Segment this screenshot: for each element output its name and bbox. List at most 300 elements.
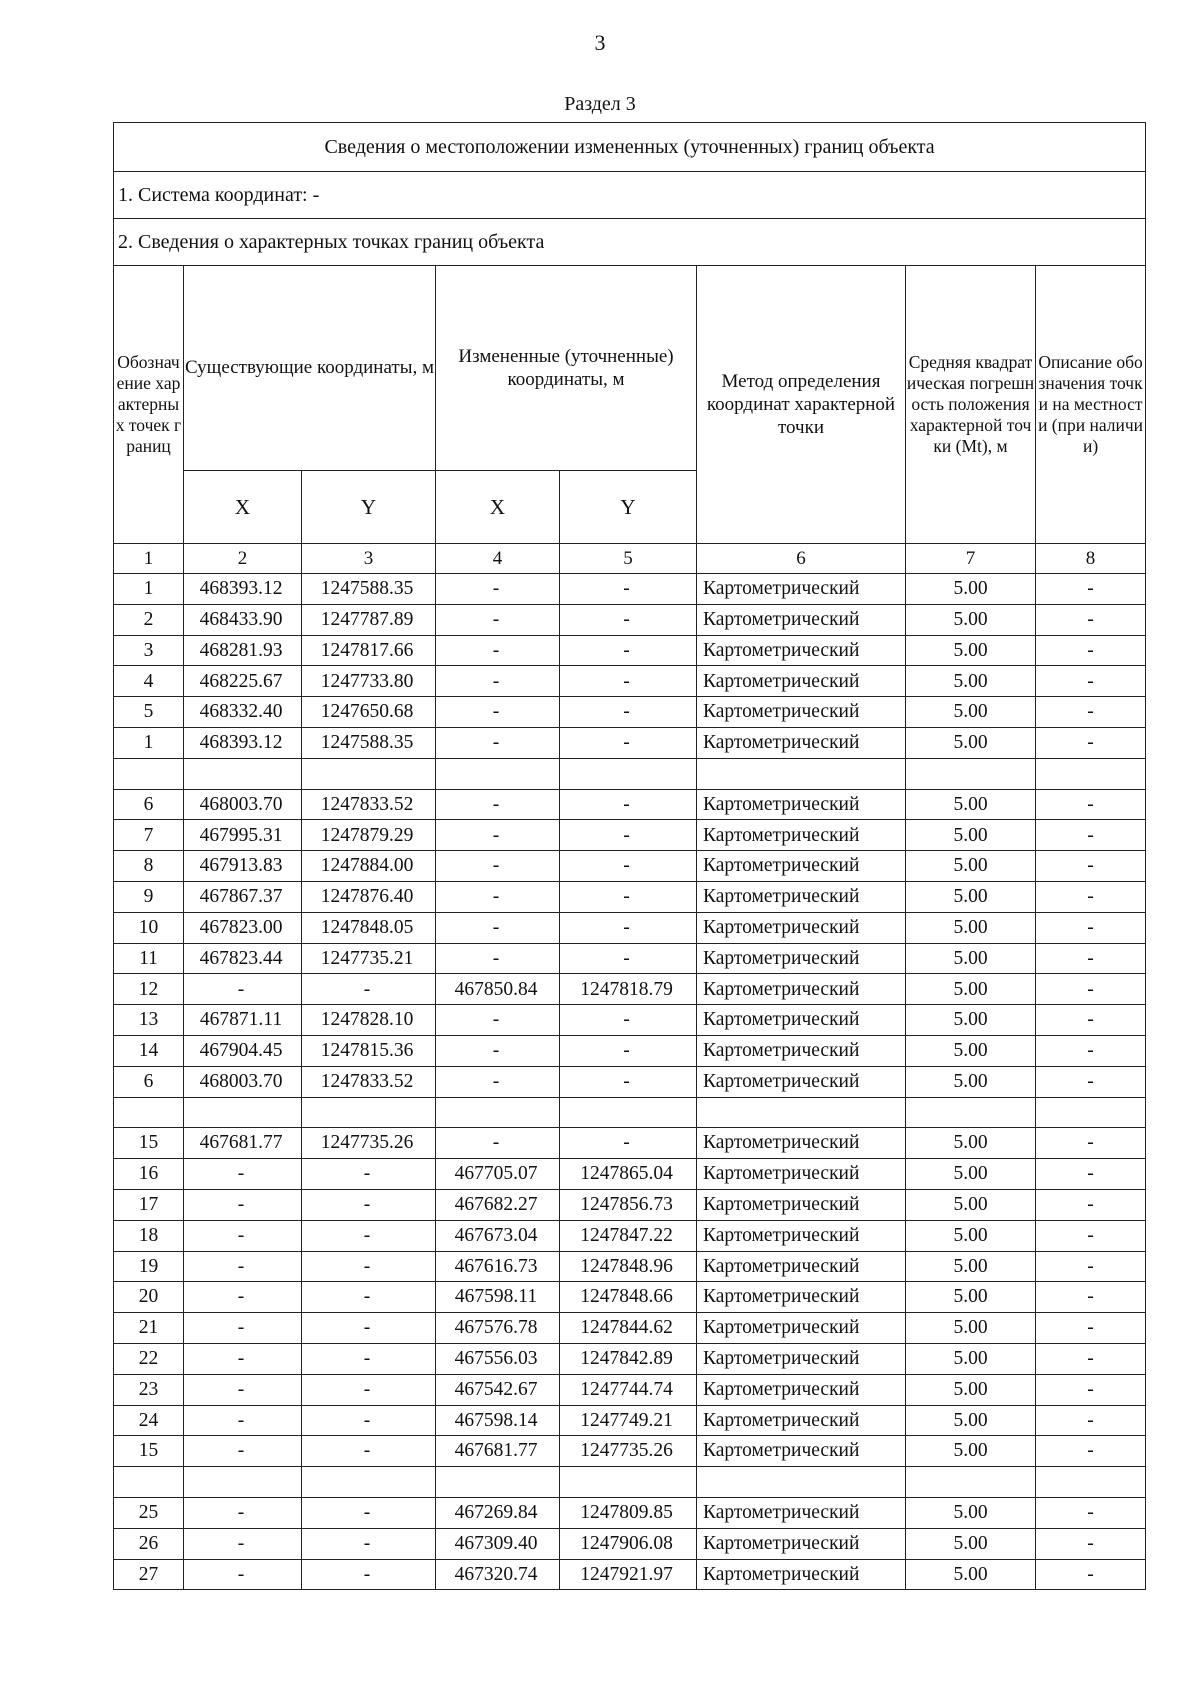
header-existing-x: X	[184, 471, 302, 544]
method-cell	[697, 1097, 906, 1128]
mean-error-cell: 5.00	[906, 727, 1036, 758]
existing-y-cell: -	[302, 1313, 436, 1344]
page-number: 3	[594, 30, 606, 55]
point-number-cell: 17	[114, 1189, 184, 1220]
table-row	[114, 1559, 1146, 1590]
mean-error-cell: 5.00	[906, 1035, 1036, 1066]
description-cell: -	[1036, 1066, 1146, 1097]
method-cell: Картометрический	[697, 666, 906, 697]
point-number-cell: 1	[114, 727, 184, 758]
description-cell: -	[1036, 1282, 1146, 1313]
point-number-cell: 13	[114, 1005, 184, 1036]
description-cell: -	[1036, 1251, 1146, 1282]
table-row	[114, 1220, 1146, 1251]
table-row	[114, 943, 1146, 974]
changed-x-cell	[436, 758, 560, 789]
changed-x-cell: -	[436, 574, 560, 605]
description-cell: -	[1036, 851, 1146, 882]
changed-x-cell: -	[436, 635, 560, 666]
point-number-cell: 21	[114, 1313, 184, 1344]
existing-y-cell: -	[302, 1497, 436, 1528]
changed-x-cell	[436, 1467, 560, 1498]
table-row	[114, 1189, 1146, 1220]
existing-y-cell: 1247787.89	[302, 604, 436, 635]
existing-y-cell: 1247735.26	[302, 1128, 436, 1159]
changed-x-cell: -	[436, 1005, 560, 1036]
method-cell: Картометрический	[697, 727, 906, 758]
separator-row	[114, 758, 1146, 789]
changed-y-cell: -	[560, 604, 697, 635]
existing-y-cell: 1247815.36	[302, 1035, 436, 1066]
table-row	[114, 1066, 1146, 1097]
method-cell: Картометрический	[697, 1220, 906, 1251]
separator-row	[114, 1097, 1146, 1128]
existing-x-cell: -	[184, 974, 302, 1005]
mean-error-cell: 5.00	[906, 1497, 1036, 1528]
existing-x-cell: 467871.11	[184, 1005, 302, 1036]
description-cell	[1036, 1467, 1146, 1498]
points-title: 2. Сведения о характерных точках границ объекта	[114, 219, 1146, 266]
point-number-cell	[114, 758, 184, 789]
point-number-cell: 18	[114, 1220, 184, 1251]
point-number-cell: 24	[114, 1405, 184, 1436]
table-row	[114, 1005, 1146, 1036]
point-number-cell: 26	[114, 1528, 184, 1559]
table-row	[114, 666, 1146, 697]
mean-error-cell: 5.00	[906, 1282, 1036, 1313]
table-row	[114, 1251, 1146, 1282]
method-cell: Картометрический	[697, 974, 906, 1005]
changed-y-cell: -	[560, 727, 697, 758]
existing-x-cell: -	[184, 1251, 302, 1282]
existing-y-cell: -	[302, 1189, 436, 1220]
method-cell: Картометрический	[697, 1189, 906, 1220]
changed-y-cell: 1247906.08	[560, 1528, 697, 1559]
description-cell: -	[1036, 1374, 1146, 1405]
existing-x-cell: 467867.37	[184, 881, 302, 912]
existing-y-cell: 1247876.40	[302, 881, 436, 912]
description-cell: -	[1036, 1497, 1146, 1528]
header-changed-x: X	[436, 471, 560, 544]
header-existing-coords: Существующие координаты, м	[184, 266, 436, 471]
changed-x-cell: 467269.84	[436, 1497, 560, 1528]
changed-x-cell: 467682.27	[436, 1189, 560, 1220]
changed-x-cell: 467542.67	[436, 1374, 560, 1405]
existing-y-cell: -	[302, 1528, 436, 1559]
column-number: 2	[184, 544, 302, 574]
existing-y-cell	[302, 1097, 436, 1128]
point-number-cell: 2	[114, 604, 184, 635]
method-cell: Картометрический	[697, 1282, 906, 1313]
point-number-cell: 27	[114, 1559, 184, 1590]
existing-x-cell: 467823.44	[184, 943, 302, 974]
existing-x-cell: 468393.12	[184, 574, 302, 605]
mean-error-cell: 5.00	[906, 1066, 1036, 1097]
point-number-cell: 20	[114, 1282, 184, 1313]
changed-x-cell: 467598.14	[436, 1405, 560, 1436]
changed-y-cell: 1247809.85	[560, 1497, 697, 1528]
mean-error-cell: 5.00	[906, 574, 1036, 605]
separator-row	[114, 1467, 1146, 1498]
existing-x-cell: -	[184, 1559, 302, 1590]
existing-y-cell: -	[302, 1374, 436, 1405]
existing-x-cell: -	[184, 1343, 302, 1374]
changed-x-cell: -	[436, 1035, 560, 1066]
existing-y-cell: 1247733.80	[302, 666, 436, 697]
description-cell: -	[1036, 666, 1146, 697]
header-mean-error: Средняя квадратическая погрешность положения характерной точки (Mt), м	[906, 266, 1036, 544]
table-row	[114, 1497, 1146, 1528]
point-number-cell: 7	[114, 820, 184, 851]
table-row	[114, 1528, 1146, 1559]
changed-x-cell: -	[436, 666, 560, 697]
table-row	[114, 1128, 1146, 1159]
changed-y-cell: 1247749.21	[560, 1405, 697, 1436]
column-number: 4	[436, 544, 560, 574]
existing-y-cell: 1247588.35	[302, 574, 436, 605]
existing-y-cell: -	[302, 974, 436, 1005]
changed-y-cell: -	[560, 574, 697, 605]
method-cell: Картометрический	[697, 604, 906, 635]
point-number-cell: 10	[114, 912, 184, 943]
existing-y-cell: -	[302, 1220, 436, 1251]
changed-y-cell: 1247848.66	[560, 1282, 697, 1313]
existing-y-cell: 1247650.68	[302, 697, 436, 728]
description-cell: -	[1036, 789, 1146, 820]
mean-error-cell: 5.00	[906, 1528, 1036, 1559]
existing-x-cell: -	[184, 1159, 302, 1190]
existing-y-cell: 1247735.21	[302, 943, 436, 974]
existing-y-cell: 1247817.66	[302, 635, 436, 666]
changed-y-cell: 1247842.89	[560, 1343, 697, 1374]
existing-y-cell: -	[302, 1405, 436, 1436]
changed-x-cell: -	[436, 789, 560, 820]
point-number-cell: 12	[114, 974, 184, 1005]
method-cell: Картометрический	[697, 1066, 906, 1097]
mean-error-cell	[906, 758, 1036, 789]
table-row	[114, 1159, 1146, 1190]
changed-y-cell: -	[560, 789, 697, 820]
method-cell: Картометрический	[697, 1251, 906, 1282]
table-row	[114, 635, 1146, 666]
mean-error-cell: 5.00	[906, 912, 1036, 943]
mean-error-cell: 5.00	[906, 1343, 1036, 1374]
changed-y-cell: -	[560, 1005, 697, 1036]
changed-x-cell	[436, 1097, 560, 1128]
mean-error-cell: 5.00	[906, 820, 1036, 851]
existing-y-cell: -	[302, 1159, 436, 1190]
description-cell: -	[1036, 1559, 1146, 1590]
method-cell: Картометрический	[697, 1313, 906, 1344]
header-method: Метод определения координат характерной точки	[697, 266, 906, 544]
table-row	[114, 974, 1146, 1005]
method-cell: Картометрический	[697, 1005, 906, 1036]
description-cell: -	[1036, 1128, 1146, 1159]
table-row	[114, 789, 1146, 820]
existing-x-cell: 467904.45	[184, 1035, 302, 1066]
changed-x-cell: 467576.78	[436, 1313, 560, 1344]
table-row	[114, 1405, 1146, 1436]
existing-x-cell: -	[184, 1374, 302, 1405]
changed-y-cell: -	[560, 1128, 697, 1159]
changed-x-cell: -	[436, 727, 560, 758]
table-title: Сведения о местоположении измененных (уточненных) границ объекта	[114, 123, 1146, 172]
existing-y-cell: 1247879.29	[302, 820, 436, 851]
changed-y-cell: 1247856.73	[560, 1189, 697, 1220]
existing-x-cell: -	[184, 1405, 302, 1436]
existing-x-cell: 467681.77	[184, 1128, 302, 1159]
point-number-cell: 23	[114, 1374, 184, 1405]
method-cell: Картометрический	[697, 851, 906, 882]
point-number-cell: 11	[114, 943, 184, 974]
changed-y-cell: 1247818.79	[560, 974, 697, 1005]
point-number-cell: 15	[114, 1128, 184, 1159]
changed-x-cell: 467681.77	[436, 1436, 560, 1467]
point-number-cell: 15	[114, 1436, 184, 1467]
description-cell: -	[1036, 1343, 1146, 1374]
existing-x-cell: 467823.00	[184, 912, 302, 943]
existing-y-cell: -	[302, 1559, 436, 1590]
changed-x-cell: -	[436, 851, 560, 882]
description-cell: -	[1036, 820, 1146, 851]
method-cell: Картометрический	[697, 820, 906, 851]
column-number: 3	[302, 544, 436, 574]
mean-error-cell	[906, 1467, 1036, 1498]
point-number-cell: 6	[114, 789, 184, 820]
changed-x-cell: 467556.03	[436, 1343, 560, 1374]
point-number-cell: 22	[114, 1343, 184, 1374]
changed-y-cell: -	[560, 666, 697, 697]
description-cell: -	[1036, 1405, 1146, 1436]
mean-error-cell: 5.00	[906, 1251, 1036, 1282]
table-row	[114, 1343, 1146, 1374]
existing-x-cell: 468433.90	[184, 604, 302, 635]
description-cell: -	[1036, 1436, 1146, 1467]
mean-error-cell: 5.00	[906, 974, 1036, 1005]
section-title: Раздел 3	[564, 93, 636, 115]
description-cell: -	[1036, 697, 1146, 728]
existing-y-cell: -	[302, 1436, 436, 1467]
table-row	[114, 604, 1146, 635]
existing-y-cell	[302, 758, 436, 789]
method-cell: Картометрический	[697, 1528, 906, 1559]
table-row	[114, 1035, 1146, 1066]
column-number: 8	[1036, 544, 1146, 574]
mean-error-cell: 5.00	[906, 1128, 1036, 1159]
mean-error-cell: 5.00	[906, 1559, 1036, 1590]
existing-x-cell: -	[184, 1282, 302, 1313]
method-cell: Картометрический	[697, 1343, 906, 1374]
mean-error-cell: 5.00	[906, 1313, 1036, 1344]
description-cell: -	[1036, 604, 1146, 635]
changed-y-cell: -	[560, 1066, 697, 1097]
mean-error-cell: 5.00	[906, 1005, 1036, 1036]
point-number-cell: 19	[114, 1251, 184, 1282]
table-row	[114, 820, 1146, 851]
existing-y-cell: 1247848.05	[302, 912, 436, 943]
changed-y-cell: 1247847.22	[560, 1220, 697, 1251]
changed-x-cell: -	[436, 912, 560, 943]
mean-error-cell: 5.00	[906, 1436, 1036, 1467]
table-row	[114, 912, 1146, 943]
column-number: 6	[697, 544, 906, 574]
table-row	[114, 574, 1146, 605]
method-cell: Картометрический	[697, 1035, 906, 1066]
table-row	[114, 1374, 1146, 1405]
changed-x-cell: -	[436, 1066, 560, 1097]
existing-x-cell: 468393.12	[184, 727, 302, 758]
changed-x-cell: -	[436, 820, 560, 851]
changed-y-cell: -	[560, 820, 697, 851]
existing-x-cell	[184, 1467, 302, 1498]
changed-x-cell: 467320.74	[436, 1559, 560, 1590]
existing-y-cell: 1247833.52	[302, 1066, 436, 1097]
existing-x-cell: -	[184, 1189, 302, 1220]
method-cell: Картометрический	[697, 912, 906, 943]
method-cell: Картометрический	[697, 1159, 906, 1190]
coordinate-system: 1. Система координат: -	[114, 172, 1146, 219]
table-row	[114, 1313, 1146, 1344]
point-number-cell: 6	[114, 1066, 184, 1097]
point-number-cell: 5	[114, 697, 184, 728]
description-cell: -	[1036, 1035, 1146, 1066]
table-row	[114, 851, 1146, 882]
changed-x-cell: -	[436, 1128, 560, 1159]
existing-x-cell: 468003.70	[184, 1066, 302, 1097]
changed-y-cell: -	[560, 1035, 697, 1066]
changed-x-cell: -	[436, 604, 560, 635]
changed-y-cell: -	[560, 851, 697, 882]
mean-error-cell: 5.00	[906, 666, 1036, 697]
header-point-designation: Обозначение характерных точек границ	[114, 266, 184, 544]
description-cell: -	[1036, 1005, 1146, 1036]
existing-x-cell: -	[184, 1528, 302, 1559]
existing-y-cell: -	[302, 1282, 436, 1313]
method-cell: Картометрический	[697, 1128, 906, 1159]
existing-x-cell: 468281.93	[184, 635, 302, 666]
column-number: 5	[560, 544, 697, 574]
point-number-cell: 16	[114, 1159, 184, 1190]
method-cell: Картометрический	[697, 635, 906, 666]
changed-y-cell: 1247865.04	[560, 1159, 697, 1190]
boundary-points-table	[113, 122, 1146, 1590]
description-cell: -	[1036, 1313, 1146, 1344]
mean-error-cell: 5.00	[906, 881, 1036, 912]
changed-y-cell: -	[560, 635, 697, 666]
method-cell: Картометрический	[697, 574, 906, 605]
method-cell: Картометрический	[697, 1559, 906, 1590]
existing-x-cell: -	[184, 1436, 302, 1467]
changed-y-cell: 1247744.74	[560, 1374, 697, 1405]
mean-error-cell: 5.00	[906, 1405, 1036, 1436]
existing-x-cell	[184, 758, 302, 789]
mean-error-cell: 5.00	[906, 789, 1036, 820]
method-cell: Картометрический	[697, 1497, 906, 1528]
existing-y-cell: 1247884.00	[302, 851, 436, 882]
changed-x-cell: 467598.11	[436, 1282, 560, 1313]
point-number-cell: 3	[114, 635, 184, 666]
changed-y-cell: -	[560, 943, 697, 974]
mean-error-cell: 5.00	[906, 1159, 1036, 1190]
changed-y-cell: 1247921.97	[560, 1559, 697, 1590]
header-changed-y: Y	[560, 471, 697, 544]
existing-y-cell: 1247828.10	[302, 1005, 436, 1036]
description-cell: -	[1036, 1159, 1146, 1190]
mean-error-cell: 5.00	[906, 1220, 1036, 1251]
mean-error-cell: 5.00	[906, 1374, 1036, 1405]
method-cell	[697, 758, 906, 789]
method-cell: Картометрический	[697, 789, 906, 820]
table-row	[114, 697, 1146, 728]
changed-x-cell: 467850.84	[436, 974, 560, 1005]
changed-y-cell: -	[560, 697, 697, 728]
changed-x-cell: 467705.07	[436, 1159, 560, 1190]
method-cell: Картометрический	[697, 1374, 906, 1405]
point-number-cell	[114, 1097, 184, 1128]
existing-y-cell: -	[302, 1251, 436, 1282]
point-number-cell: 4	[114, 666, 184, 697]
description-cell: -	[1036, 574, 1146, 605]
changed-x-cell: -	[436, 697, 560, 728]
method-cell: Картометрический	[697, 1405, 906, 1436]
existing-x-cell: -	[184, 1313, 302, 1344]
changed-x-cell: 467309.40	[436, 1528, 560, 1559]
column-number: 1	[114, 544, 184, 574]
changed-x-cell: 467616.73	[436, 1251, 560, 1282]
existing-x-cell: -	[184, 1220, 302, 1251]
existing-y-cell	[302, 1467, 436, 1498]
changed-y-cell: 1247844.62	[560, 1313, 697, 1344]
method-cell	[697, 1467, 906, 1498]
existing-x-cell: 468332.40	[184, 697, 302, 728]
table-row	[114, 881, 1146, 912]
description-cell: -	[1036, 974, 1146, 1005]
description-cell: -	[1036, 943, 1146, 974]
existing-x-cell: -	[184, 1497, 302, 1528]
header-description: Описание обозначения точки на местности (при наличии)	[1036, 266, 1146, 544]
mean-error-cell: 5.00	[906, 635, 1036, 666]
existing-x-cell: 468003.70	[184, 789, 302, 820]
header-existing-y: Y	[302, 471, 436, 544]
table-row	[114, 1436, 1146, 1467]
changed-x-cell: 467673.04	[436, 1220, 560, 1251]
existing-x-cell: 467913.83	[184, 851, 302, 882]
changed-y-cell: 1247735.26	[560, 1436, 697, 1467]
description-cell: -	[1036, 912, 1146, 943]
method-cell: Картометрический	[697, 943, 906, 974]
existing-x-cell: 468225.67	[184, 666, 302, 697]
header-changed-coords: Измененные (уточненные) координаты, м	[436, 266, 697, 471]
existing-y-cell: 1247588.35	[302, 727, 436, 758]
table-row	[114, 1282, 1146, 1313]
existing-x-cell: 467995.31	[184, 820, 302, 851]
changed-y-cell: -	[560, 912, 697, 943]
changed-y-cell	[560, 1097, 697, 1128]
existing-y-cell: 1247833.52	[302, 789, 436, 820]
changed-x-cell: -	[436, 881, 560, 912]
column-number: 7	[906, 544, 1036, 574]
changed-y-cell: -	[560, 881, 697, 912]
point-number-cell: 1	[114, 574, 184, 605]
method-cell: Картометрический	[697, 697, 906, 728]
mean-error-cell: 5.00	[906, 604, 1036, 635]
point-number-cell: 8	[114, 851, 184, 882]
changed-y-cell	[560, 758, 697, 789]
mean-error-cell: 5.00	[906, 697, 1036, 728]
point-number-cell: 9	[114, 881, 184, 912]
changed-x-cell: -	[436, 943, 560, 974]
method-cell: Картометрический	[697, 881, 906, 912]
